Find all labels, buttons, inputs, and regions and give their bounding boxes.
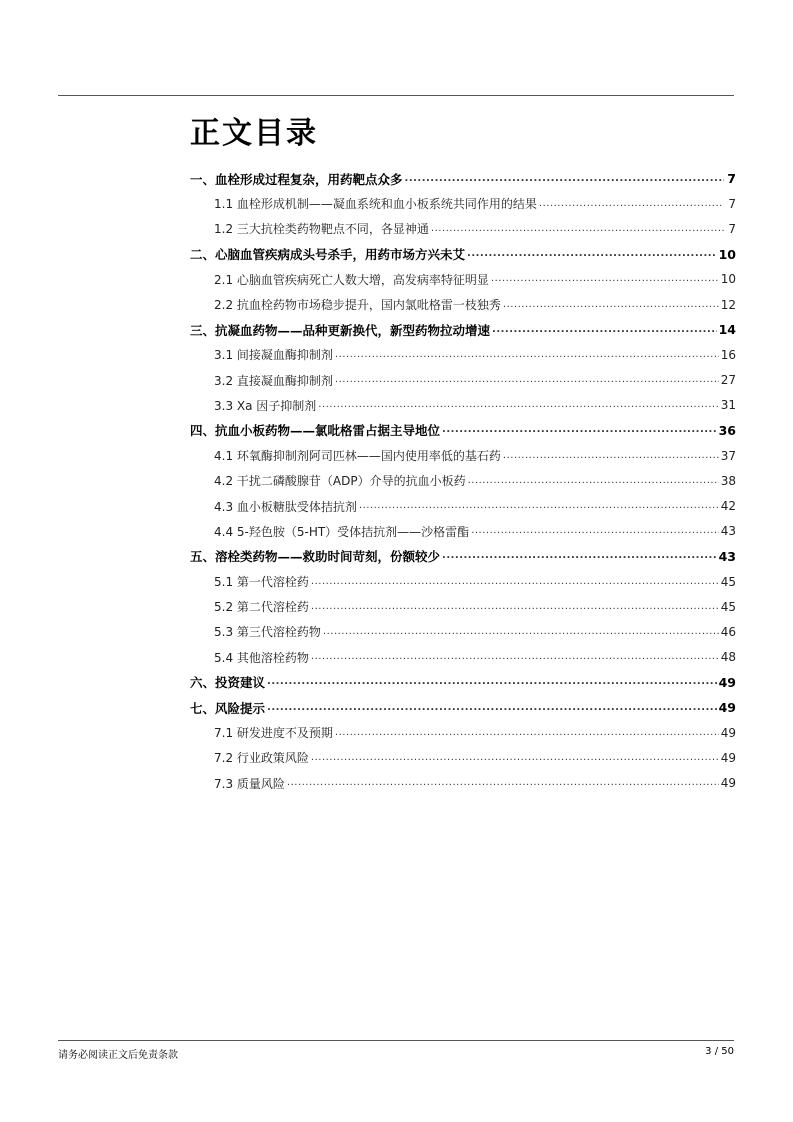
toc-entry-label: 7.2 行业政策风险 — [214, 751, 309, 766]
toc-entry-label: 5.1 第一代溶栓药 — [214, 575, 309, 590]
page-title: 正文目录 — [190, 116, 318, 151]
toc-section-entry[interactable] — [190, 393, 736, 418]
toc-entry-page: 14 — [718, 322, 736, 338]
toc-chapter-entry[interactable] — [190, 418, 736, 443]
toc-entry-label: 3.1 间接凝血酶抑制剂 — [214, 348, 333, 363]
toc-entry-page: 12 — [720, 297, 736, 312]
toc-dot-leader — [359, 500, 719, 512]
toc-dot-leader — [471, 525, 719, 537]
toc-dot-leader — [311, 752, 719, 764]
toc-entry-label: 3.2 直接凝血酶抑制剂 — [214, 373, 333, 388]
toc-chapter-entry[interactable] — [190, 695, 736, 720]
toc-entry-page: 45 — [720, 574, 736, 589]
toc-entry-label: 5.4 其他溶栓药物 — [214, 650, 309, 665]
toc-section-entry[interactable] — [190, 368, 736, 393]
toc-section-entry[interactable] — [190, 569, 736, 594]
toc-section-entry[interactable] — [190, 720, 736, 745]
toc-section-entry[interactable] — [190, 292, 736, 317]
toc-entry-label: 六、投资建议 — [190, 675, 266, 691]
toc-dot-leader — [405, 173, 724, 185]
toc-entry-page: 42 — [720, 499, 736, 514]
toc-entry-page: 31 — [720, 398, 736, 413]
toc-section-entry[interactable] — [190, 191, 736, 216]
toc-entry-page: 16 — [720, 347, 736, 362]
toc-dot-leader — [335, 349, 719, 361]
toc-dot-leader — [267, 676, 717, 688]
toc-dot-leader — [503, 450, 719, 462]
toc-entry-label: 1.2 三大抗栓类药物靶点不同，各显神通 — [214, 222, 429, 237]
toc-section-entry[interactable] — [190, 519, 736, 544]
toc-entry-label: 七、风险提示 — [190, 700, 266, 716]
toc-entry-page: 7 — [727, 171, 736, 187]
toc-entry-page: 49 — [718, 674, 736, 690]
toc-dot-leader — [311, 576, 719, 588]
toc-dot-leader — [318, 399, 718, 411]
toc-entry-page: 10 — [720, 272, 736, 287]
toc-entry-label: 2.1 心脑血管疾病死亡人数大增，高发病率特征明显 — [214, 272, 489, 287]
table-of-contents — [190, 166, 736, 796]
toc-entry-label: 7.1 研发进度不及预期 — [214, 726, 333, 741]
toc-entry-label: 5.2 第二代溶栓药 — [214, 600, 309, 615]
toc-entry-label: 4.4 5-羟色胺（5-HT）受体拮抗剂——沙格雷酯 — [214, 524, 470, 539]
toc-entry-page: 49 — [720, 776, 736, 791]
toc-entry-label: 二、心脑血管疾病成头号杀手，用药市场方兴未艾 — [190, 247, 466, 263]
toc-dot-leader — [311, 651, 719, 663]
toc-dot-leader — [442, 424, 717, 436]
toc-dot-leader — [287, 777, 719, 789]
toc-dot-leader — [442, 550, 717, 562]
toc-entry-label: 4.3 血小板糖肽受体拮抗剂 — [214, 499, 357, 514]
toc-dot-leader — [323, 626, 719, 638]
toc-section-entry[interactable] — [190, 771, 736, 796]
toc-entry-label: 1.1 血栓形成机制——凝血系统和血小板系统共同作用的结果 — [214, 197, 537, 212]
toc-entry-page: 49 — [720, 750, 736, 765]
toc-entry-label: 5.3 第三代溶栓药物 — [214, 625, 321, 640]
toc-section-entry[interactable] — [190, 745, 736, 770]
toc-dot-leader — [492, 324, 717, 336]
toc-dot-leader — [468, 475, 719, 487]
toc-section-entry[interactable] — [190, 267, 736, 292]
toc-entry-page: 46 — [720, 624, 736, 639]
toc-entry-label: 7.3 质量风险 — [214, 776, 285, 791]
footer-rule — [58, 1040, 734, 1041]
toc-dot-leader — [503, 299, 719, 311]
toc-entry-page: 27 — [720, 373, 736, 388]
toc-entry-label: 4.2 干扰二磷酸腺苷（ADP）介导的抗血小板药 — [214, 474, 466, 489]
toc-entry-page: 10 — [718, 246, 736, 262]
toc-dot-leader — [267, 702, 717, 714]
toc-entry-page: 37 — [720, 448, 736, 463]
toc-entry-page: 43 — [720, 524, 736, 539]
toc-chapter-entry[interactable] — [190, 317, 736, 342]
toc-entry-page: 49 — [718, 700, 736, 716]
toc-entry-page: 48 — [720, 650, 736, 665]
toc-dot-leader — [491, 273, 719, 285]
toc-entry-label: 四、抗血小板药物——氯吡格雷占据主导地位 — [190, 423, 441, 439]
toc-dot-leader — [335, 727, 719, 739]
toc-section-entry[interactable] — [190, 342, 736, 367]
toc-entry-page: 43 — [718, 548, 736, 564]
toc-dot-leader — [467, 248, 717, 260]
toc-entry-label: 3.3 Xa 因子抑制剂 — [214, 398, 317, 413]
toc-dot-leader — [431, 223, 724, 235]
toc-entry-page: 7 — [728, 196, 736, 211]
toc-entry-page: 7 — [728, 221, 736, 236]
toc-section-entry[interactable] — [190, 443, 736, 468]
toc-entry-page: 38 — [720, 473, 736, 488]
toc-section-entry[interactable] — [190, 645, 736, 670]
toc-dot-leader — [539, 198, 724, 210]
toc-chapter-entry[interactable] — [190, 242, 736, 267]
toc-entry-label: 五、溶栓类药物——救助时间苛刻，份额较少 — [190, 549, 441, 565]
toc-dot-leader — [311, 601, 719, 613]
toc-section-entry[interactable] — [190, 493, 736, 518]
toc-section-entry[interactable] — [190, 619, 736, 644]
footer-page-number: 3 / 50 — [705, 1046, 734, 1057]
toc-entry-page: 36 — [718, 422, 736, 438]
toc-chapter-entry[interactable] — [190, 166, 736, 191]
toc-chapter-entry[interactable] — [190, 544, 736, 569]
footer-disclaimer: 请务必阅读正文后免责条款 — [58, 1050, 178, 1061]
header-rule — [58, 95, 734, 96]
toc-entry-label: 4.1 环氧酶抑制剂阿司匹林——国内使用率低的基石药 — [214, 449, 501, 464]
toc-entry-label: 2.2 抗血栓药物市场稳步提升，国内氯吡格雷一枝独秀 — [214, 298, 501, 313]
toc-section-entry[interactable] — [190, 468, 736, 493]
toc-entry-page: 45 — [720, 599, 736, 614]
toc-entry-label: 一、血栓形成过程复杂，用药靶点众多 — [190, 171, 403, 187]
toc-entry-page: 49 — [720, 725, 736, 740]
toc-section-entry[interactable] — [190, 594, 736, 619]
toc-entry-label: 三、抗凝血药物——品种更新换代，新型药物拉动增速 — [190, 322, 491, 338]
toc-dot-leader — [335, 374, 719, 386]
toc-chapter-entry[interactable] — [190, 670, 736, 695]
toc-section-entry[interactable] — [190, 216, 736, 241]
